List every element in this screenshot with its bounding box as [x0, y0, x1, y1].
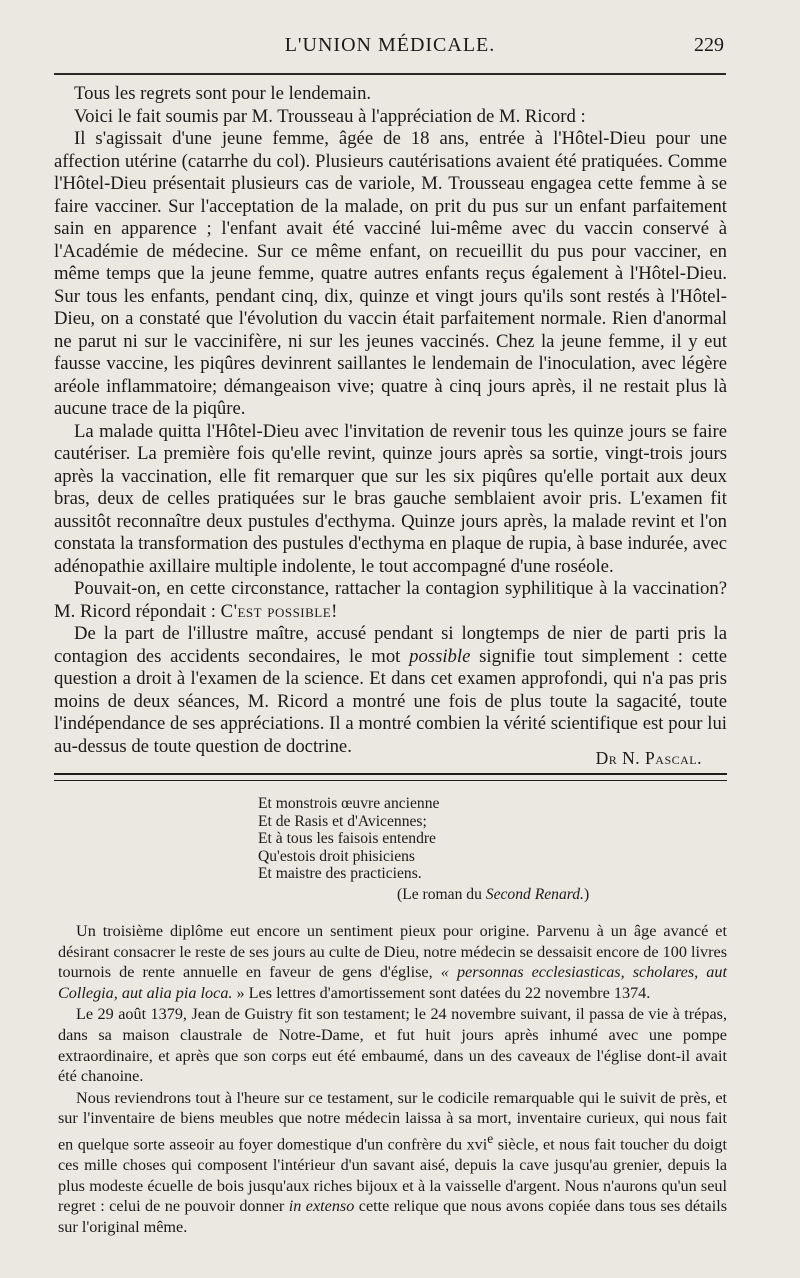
poem-line: Et à tous les faisois entendre	[258, 830, 436, 848]
poem-line: Qu'estois droit phisiciens	[258, 847, 416, 865]
feuilleton-body	[58, 921, 727, 1237]
paragraph-text: Nous reviendrons tout à l'heure sur ce testament, sur le codicile remarquable qui le suivit de près, et sur l'inventaire de biens meubles que notre médecin laissa à sa mort, inventaire curieux, qui nous fait en quelque sorte asseoir au foyer domestique d'un confrère du xvi	[58, 1088, 727, 1154]
latin-quote: « personnas ecclesiasticas, scholares, aut Collegia, aut alia pia loca.	[58, 963, 727, 1002]
poem-source	[397, 886, 727, 904]
source-suffix: )	[583, 886, 590, 903]
paragraph-text: siècle, et nous fait toucher du doigt ces mille choses qui composent l'intérieur d'un savant aisé, depuis la cave jusqu'au grenier, depuis la plus modeste écuelle de bois jusqu'aux riches bijoux et à la vaisselle d'argent. Nous n'aurons qu'un seul regret : celui de ne pouvoir donner	[58, 1135, 728, 1216]
feuilleton-paragraph	[58, 921, 727, 1003]
feuilleton-paragraph	[58, 1088, 727, 1238]
feuilleton-divider	[54, 773, 727, 781]
running-header	[56, 34, 724, 64]
paragraph-text: cette relique que nous avons copiée dans tous ses détails sur l'original même.	[58, 1197, 727, 1236]
poem-line: Et monstrois œuvre ancienne	[258, 795, 440, 812]
poem-line: Et de Rasis et d'Avicennes;	[258, 812, 427, 830]
source-title: Second Renard.	[485, 886, 584, 903]
author-signature: Dr N. Pascal.	[595, 748, 702, 768]
latin-phrase: in extenso	[288, 1197, 355, 1216]
article-paragraph: Voici le fait soumis par M. Trousseau à l'appréciation de M. Ricord :	[74, 105, 586, 127]
paragraph-text: Un troisième diplôme eut encore un sentiment pieux pour origine. Parvenu à un âge avancé et désirant consacrer le reste de ses jours au culte de Dieu, notre médecin se dessaisit encore de 100 livres tournois de rente annuelle en faveur de gens d'église,	[58, 922, 727, 982]
article-paragraph: Il s'agissait d'une jeune femme, âgée de 18 ans, entrée à l'Hôtel-Dieu pour une affection utérine (catarrhe du col). Plusieurs cautérisations avaient été pratiquées. Comme l'Hôtel-Dieu présentait plusieurs cas de variole, M. Trousseau engagea cette femme à se faire vacciner. Sur l'acceptation de la malade, on prit du pus sur un enfant parfaitement sain en apparence ; l'enfant avait été vacciné lui-même avec du vaccin conservé à l'Académie de médecine. Sur ce même enfant, on recueillit du pus pour vacciner, en même temps que la jeune femme, quatre autres enfants reçus également à l'Hôtel-Dieu. Sur tous les enfants, pendant cinq, dix, quinze et vingt jours qu'ils sont restés à l'Hôtel-Dieu, on a constaté que l'évolution du vaccin était parfaitement normale. Rien d'anormal ne parut ni sur le vaccinifère, ni sur les jeunes vaccinés. Chez la jeune femme, il y eut fausse vaccine, les piqûres devinrent saillantes le lendemain de l'inoculation, avec légère aréole inflammatoire; démangeaison vive; quatre à cinq jours après, il ne restait plus là aucune trace de la piqûre.	[54, 128, 727, 419]
signature-line	[54, 748, 727, 769]
poem-epigraph	[258, 795, 558, 883]
header-rule	[54, 73, 726, 75]
page-number: 229	[694, 34, 724, 56]
century-superscript: e	[487, 1130, 494, 1146]
closing-text: De la part de l'illustre maître, accusé pendant si longtemps de nier de parti pris la contagion des accidents secondaires, le mot	[54, 623, 727, 667]
paragraph-text: » Les lettres d'amortissement sont datées du 22 novembre 1374.	[236, 983, 651, 1002]
article-paragraph: La malade quitta l'Hôtel-Dieu avec l'invitation de revenir tous les quinze jours se faire cautériser. La première fois qu'elle revint, quinze jours après sa sortie, vingt-trois jours après la vaccination, elle fit remarquer que sur les six piqûres qu'elle portait aux deux bras, deux de celles pratiquées sur le bras gauche semblaient avoir pris. L'examen fit aussitôt reconnaître deux pustules d'ecthyma. Quinze jours après, la malade revint et l'on constata la transformation des pustules d'ecthyma en plaque de rupia, à base indurée, avec adénopathie axillaire multiple indolente, le tout accompagné d'une roséole.	[54, 420, 727, 577]
feuilleton-paragraph: Le 29 août 1379, Jean de Guistry fit son testament; le 24 novembre suivant, il passa de vie à trépas, dans sa maison claustrale de Notre-Dame, et fut huit jours après inhumé avec une pompe extraordinaire, et après que son corps eut été embaumé, dans un des caveaux de l'église dont-il avait été chanoine.	[58, 1005, 727, 1086]
journal-title: L'UNION MÉDICALE.	[284, 34, 496, 56]
article-paragraph	[54, 578, 727, 623]
source-prefix: (Le roman du	[397, 886, 482, 903]
poem-line: Et maistre des practiciens.	[258, 865, 422, 883]
article-paragraph	[54, 623, 727, 758]
answer-text: C'est possible!	[220, 600, 338, 622]
article-body	[54, 83, 727, 758]
question-text: Pouvait-on, en cette circonstance, rattacher la contagion syphilitique à la vaccination? M. Ricord répondait :	[54, 578, 727, 622]
article-paragraph: Tous les regrets sont pour le lendemain.	[74, 83, 372, 104]
closing-text: signifie tout simplement : cette question a droit à l'examen de la science. Et dans cet examen approfondi, qui n'a pas pris moins de deux séances, M. Ricord a montré une fois de plus toute la sagacité, toute l'indépendance de ses appréciations. Il a montré combien la vérité scientifique est pour lui au-dessus de toute question de doctrine.	[54, 645, 727, 757]
emphasized-word: possible	[409, 645, 471, 667]
